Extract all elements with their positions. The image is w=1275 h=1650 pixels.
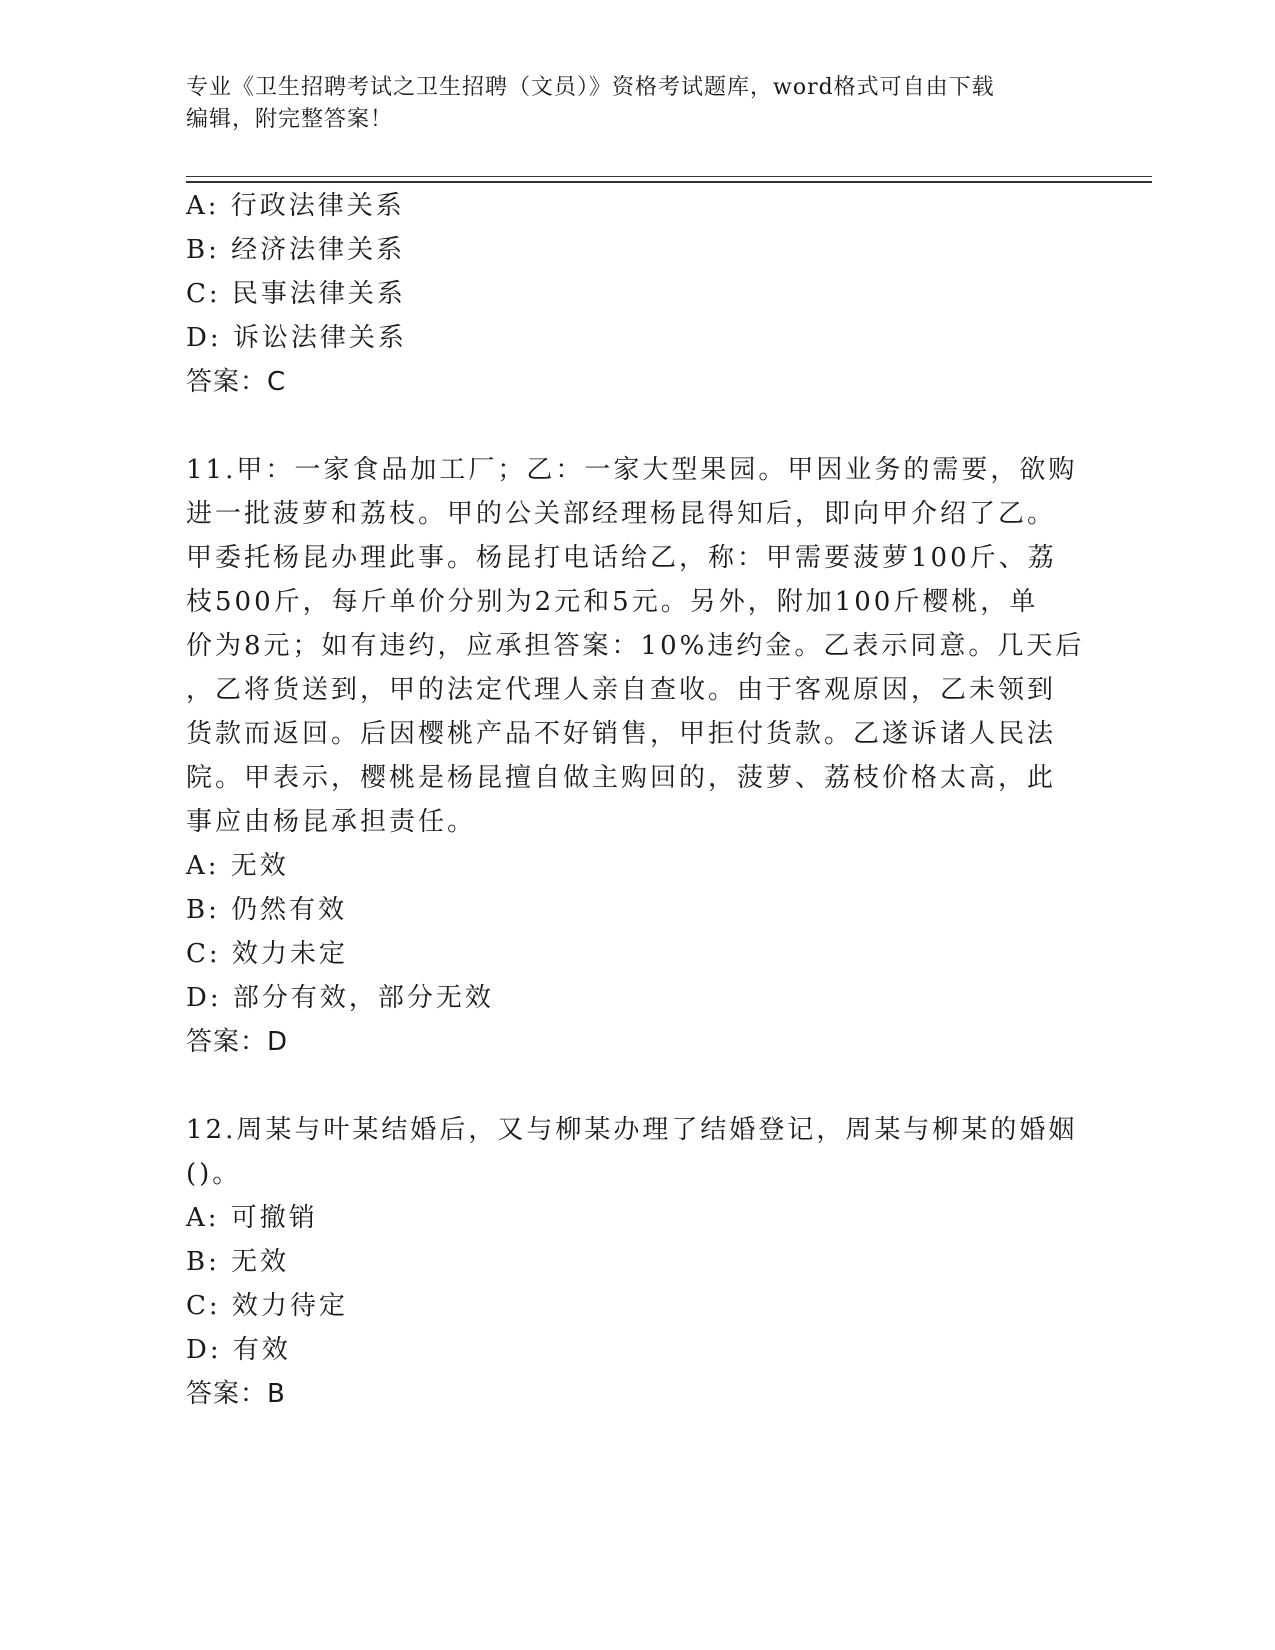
answer-label: 答案：B [186,1379,286,1409]
document-header [186,72,1066,136]
question-text-line: 事应由杨昆承担责任。 [186,807,477,837]
question-text-line: ()。 [186,1159,242,1189]
answer-label: 答案：C [186,367,287,397]
question-text-line: 11.甲：一家食品加工厂；乙：一家大型果园。甲因业务的需要，欲购 [186,455,1078,485]
option-c: C: 民事法律关系 [186,279,406,309]
option-c: C: 效力未定 [186,939,348,969]
question-text-line: 价为8元；如有违约，应承担答案：10%违约金。乙表示同意。几天后 [186,631,1085,661]
option-a: A: 可撤销 [186,1203,318,1233]
option-d: D: 有效 [186,1335,291,1365]
question-text-line: ，乙将货送到，甲的法定代理人亲自查收。由于客观原因，乙未领到 [186,675,1057,705]
option-b: B: 经济法律关系 [186,235,406,265]
option-c: C: 效力待定 [186,1291,348,1321]
question-text-line: 货款而返回。后因樱桃产品不好销售，甲拒付货款。乙遂诉诸人民法 [186,719,1057,749]
question-text-line: 甲委托杨昆办理此事。杨昆打电话给乙，称：甲需要菠萝100斤、荔 [186,543,1057,573]
question-text-line: 枝500斤，每斤单价分别为2元和5元。另外，附加100斤樱桃，单 [186,587,1039,617]
option-a: A: 行政法律关系 [186,191,405,221]
question-text-line: 进一批菠萝和荔枝。甲的公关部经理杨昆得知后，即向甲介绍了乙。 [186,499,1057,529]
option-b: B: 仍然有效 [186,895,348,925]
option-a: A: 无效 [186,851,289,881]
option-b: B: 无效 [186,1247,290,1277]
question-text-line: 院。甲表示，樱桃是杨昆擅自做主购回的，菠萝、荔枝价格太高，此 [186,763,1057,793]
option-d: D: 诉讼法律关系 [186,323,407,353]
header-divider [186,181,1152,183]
option-d: D: 部分有效，部分无效 [186,983,494,1013]
header-divider [186,176,1152,177]
header-line: 专业《卫生招聘考试之卫生招聘（文员）》资格考试题库，word格式可自由下载 [186,75,995,100]
header-line: 编辑，附完整答案！ [186,107,394,132]
answer-label: 答案：D [186,1027,289,1057]
question-text-line: 12.周某与叶某结婚后，又与柳某办理了结婚登记，周某与柳某的婚姻 [186,1115,1078,1145]
